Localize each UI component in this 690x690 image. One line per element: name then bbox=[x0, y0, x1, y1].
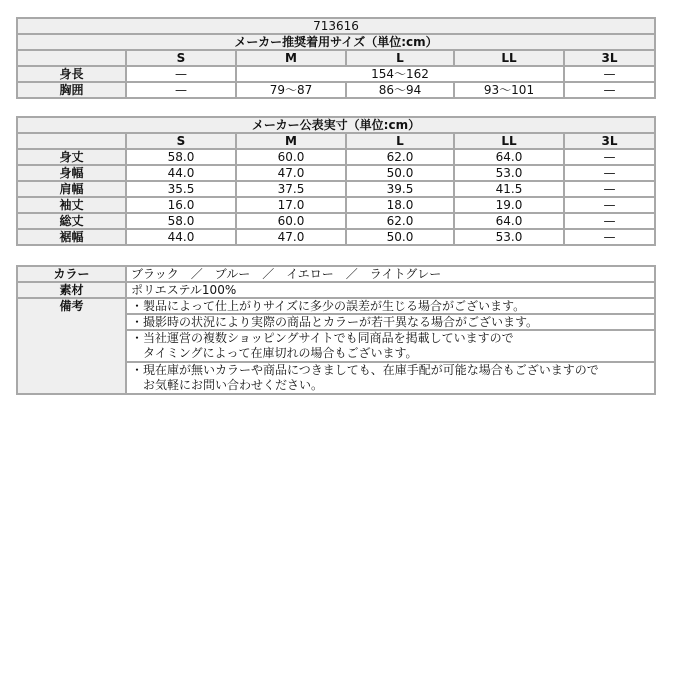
cell: — bbox=[564, 229, 655, 245]
recommended-size-title: メーカー推奨着用サイズ（単位:cm） bbox=[17, 34, 655, 50]
cell: — bbox=[564, 197, 655, 213]
cell: 50.0 bbox=[346, 229, 454, 245]
material-label: 素材 bbox=[17, 282, 126, 298]
cell: — bbox=[564, 66, 655, 82]
notes-label: 備考 bbox=[17, 298, 126, 394]
size-col-m: M bbox=[236, 133, 346, 149]
note-line: タイミングによって在庫切れの場合もございます。 bbox=[131, 346, 418, 360]
cell: 41.5 bbox=[454, 181, 564, 197]
row-label: 肩幅 bbox=[17, 181, 126, 197]
recommended-size-table bbox=[16, 17, 656, 99]
row-label: 裾幅 bbox=[17, 229, 126, 245]
size-col-s: S bbox=[126, 133, 236, 149]
row-label-chest: 胸囲 bbox=[17, 82, 126, 98]
cell: 58.0 bbox=[126, 213, 236, 229]
size-col-l: L bbox=[346, 133, 454, 149]
cell: 39.5 bbox=[346, 181, 454, 197]
measurement-table bbox=[16, 116, 656, 246]
size-col-3l: 3L bbox=[564, 133, 655, 149]
table-row bbox=[17, 82, 655, 98]
cell: 60.0 bbox=[236, 149, 346, 165]
row-label: 袖丈 bbox=[17, 197, 126, 213]
table-row bbox=[17, 197, 655, 213]
color-value: ブラック ／ ブルー ／ イエロー ／ ライトグレー bbox=[126, 266, 655, 282]
cell: — bbox=[126, 66, 236, 82]
color-label: カラー bbox=[17, 266, 126, 282]
corner-cell bbox=[17, 50, 126, 66]
size-col-l: L bbox=[346, 50, 454, 66]
cell: — bbox=[564, 165, 655, 181]
material-row bbox=[17, 282, 655, 298]
product-info-table bbox=[16, 265, 656, 395]
material-value: ポリエステル100% bbox=[126, 282, 655, 298]
size-header-row bbox=[17, 133, 655, 149]
measurement-title: メーカー公表実寸（単位:cm） bbox=[17, 117, 655, 133]
cell: 44.0 bbox=[126, 165, 236, 181]
note-line: ・現在庫が無いカラーや商品につきましても、在庫手配が可能な場合もございますので bbox=[131, 363, 599, 377]
cell: 47.0 bbox=[236, 229, 346, 245]
cell: 60.0 bbox=[236, 213, 346, 229]
cell: 93〜101 bbox=[454, 82, 564, 98]
cell: 58.0 bbox=[126, 149, 236, 165]
cell: — bbox=[564, 213, 655, 229]
note-item: ・撮影時の状況により実際の商品とカラーが若干異なる場合がございます。 bbox=[126, 314, 655, 330]
cell: 64.0 bbox=[454, 149, 564, 165]
cell: 53.0 bbox=[454, 165, 564, 181]
cell: 64.0 bbox=[454, 213, 564, 229]
cell: 50.0 bbox=[346, 165, 454, 181]
cell: 86〜94 bbox=[346, 82, 454, 98]
table-row bbox=[17, 229, 655, 245]
cell: 37.5 bbox=[236, 181, 346, 197]
cell: 44.0 bbox=[126, 229, 236, 245]
size-col-s: S bbox=[126, 50, 236, 66]
cell: 19.0 bbox=[454, 197, 564, 213]
cell: — bbox=[564, 181, 655, 197]
table-row bbox=[17, 149, 655, 165]
size-col-ll: LL bbox=[454, 133, 564, 149]
table-row bbox=[17, 213, 655, 229]
cell: — bbox=[126, 82, 236, 98]
color-row bbox=[17, 266, 655, 282]
row-label: 身幅 bbox=[17, 165, 126, 181]
size-col-3l: 3L bbox=[564, 50, 655, 66]
size-col-m: M bbox=[236, 50, 346, 66]
table-row bbox=[17, 66, 655, 82]
note-item bbox=[126, 330, 655, 362]
note-item bbox=[126, 362, 655, 394]
cell: 47.0 bbox=[236, 165, 346, 181]
cell: — bbox=[564, 149, 655, 165]
row-label-height: 身長 bbox=[17, 66, 126, 82]
table-row bbox=[17, 181, 655, 197]
cell: 17.0 bbox=[236, 197, 346, 213]
cell: 62.0 bbox=[346, 149, 454, 165]
cell: — bbox=[564, 82, 655, 98]
note-line: ・当社運営の複数ショッピングサイトでも同商品を掲載していますので bbox=[131, 331, 514, 345]
row-label: 総丈 bbox=[17, 213, 126, 229]
product-code: 713616 bbox=[17, 18, 655, 34]
cell: 16.0 bbox=[126, 197, 236, 213]
note-line: お気軽にお問い合わせください。 bbox=[131, 378, 324, 392]
table-row bbox=[17, 165, 655, 181]
cell-merged: 154〜162 bbox=[236, 66, 564, 82]
size-header-row bbox=[17, 50, 655, 66]
cell: 53.0 bbox=[454, 229, 564, 245]
cell: 79〜87 bbox=[236, 82, 346, 98]
size-col-ll: LL bbox=[454, 50, 564, 66]
note-row bbox=[17, 298, 655, 314]
cell: 35.5 bbox=[126, 181, 236, 197]
note-item: ・製品によって仕上がりサイズに多少の誤差が生じる場合がございます。 bbox=[126, 298, 655, 314]
cell: 18.0 bbox=[346, 197, 454, 213]
cell: 62.0 bbox=[346, 213, 454, 229]
corner-cell bbox=[17, 133, 126, 149]
row-label: 身丈 bbox=[17, 149, 126, 165]
